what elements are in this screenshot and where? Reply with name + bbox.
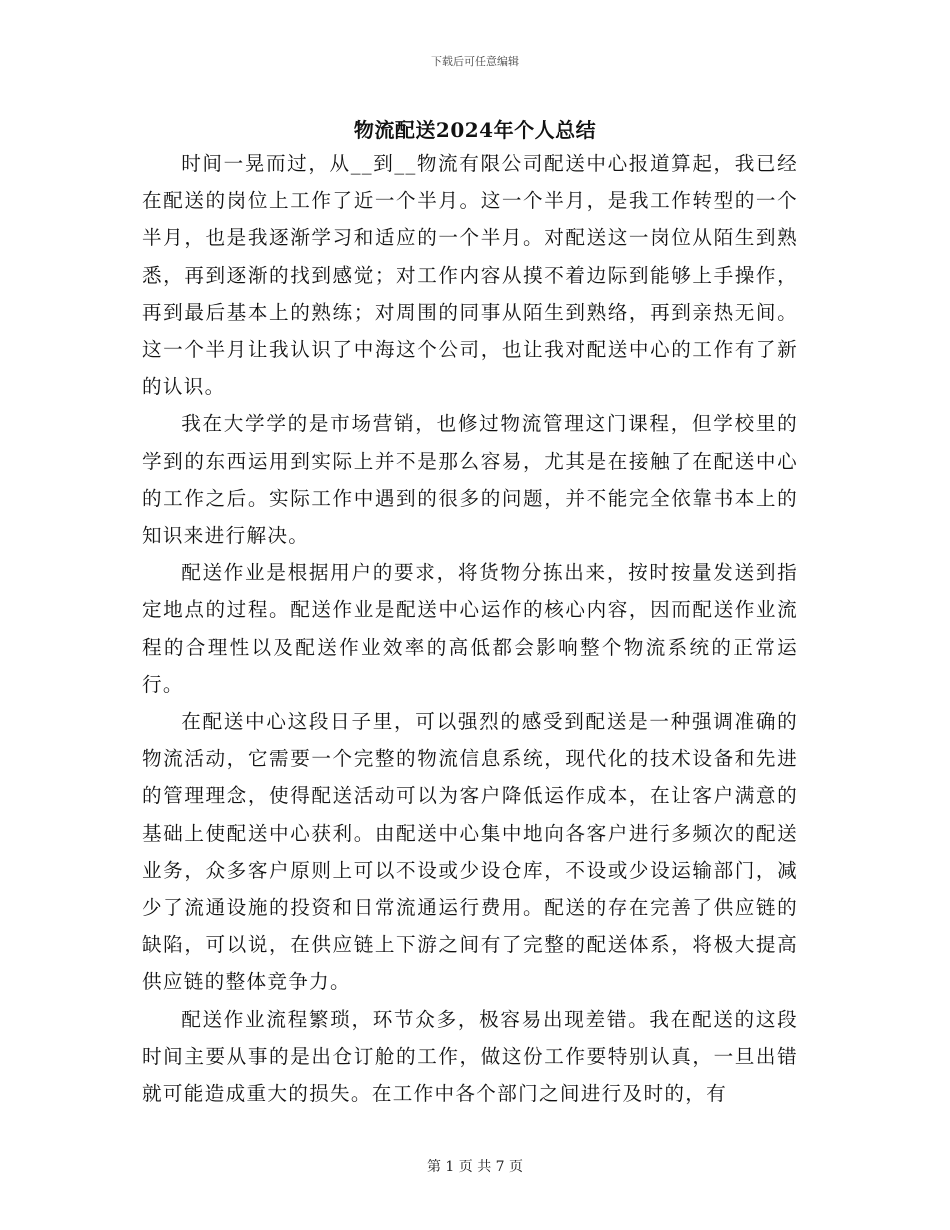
document-body bbox=[142, 145, 798, 1112]
paragraph: 在配送中心这段日子里，可以强烈的感受到配送是一种强调准确的物流活动，它需要一个完整的物流信息系统，现代化的技术设备和先进的管理理念，使得配送活动可以为客户降低运作成本，在让客户满意的基础上使配送中心获利。由配送中心集中地向各客户进行多频次的配送业务，众多客户原则上可以不设或少设仓库，不设或少设运输部门，减少了流通设施的投资和日常流通运行费用。配送的存在完善了供应链的缺陷，可以说，在供应链上下游之间有了完整的配送体系，将极大提高供应链的整体竞争力。 bbox=[142, 710, 798, 994]
page-number: 第 1 页 共 7 页 bbox=[426, 1159, 524, 1175]
paragraph: 配送作业是根据用户的要求，将货物分拣出来，按时按量发送到指定地点的过程。配送作业是配送中心运作的核心内容，因而配送作业流程的合理性以及配送作业效率的高低都会影响整个物流系统的正常运行。 bbox=[142, 561, 798, 696]
paragraph: 时间一晃而过，从__到__物流有限公司配送中心报道算起，我已经在配送的岗位上工作了近一个半月。这一个半月，是我工作转型的一个半月，也是我逐渐学习和适应的一个半月。对配送这一岗位从陌生到熟悉，再到逐渐的找到感觉；对工作内容从摸不着边际到能够上手操作，再到最后基本上的熟练；对周围的同事从陌生到熟络，再到亲热无间。这一个半月让我认识了中海这个公司，也让我对配送中心的工作有了新的认识。 bbox=[142, 152, 798, 399]
paragraph: 我在大学学的是市场营销，也修过物流管理这门课程，但学校里的学到的东西运用到实际上并不是那么容易，尤其是在接触了在配送中心的工作之后。实际工作中遇到的很多的问题，并不能完全依靠书本上的知识来进行解决。 bbox=[142, 412, 798, 548]
header-note: 下载后可任意编辑 bbox=[431, 55, 519, 68]
document-title: 物流配送2024年个人总结 bbox=[353, 118, 597, 142]
paragraph: 配送作业流程繁琐，环节众多，极容易出现差错。我在配送的这段时间主要从事的是出仓订舱的工作，做这份工作要特别认真，一旦出错就可能造成重大的损失。在工作中各个部门之间进行及时的，有 bbox=[142, 1007, 798, 1106]
